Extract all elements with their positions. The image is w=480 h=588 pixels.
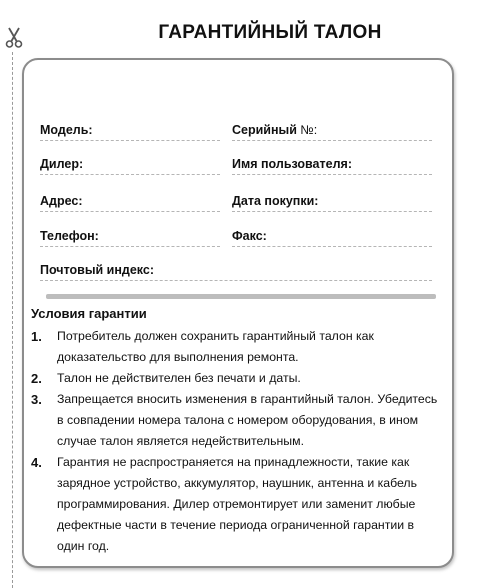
terms-list <box>31 326 443 557</box>
terms-item-text: Гарантия не распространяется на принадлежности, такие как зарядное устройство, аккумулятор, наушник, антенна и кабель программирования. Дилер отремонтирует или заменит любые дефектные части в течение периода ограниченной гарантии в один год. <box>57 455 418 553</box>
phone-label: Телефон: <box>40 229 99 243</box>
purchase-date-label: Дата покупки: <box>232 194 319 208</box>
model-field <box>40 122 220 141</box>
terms-item-text: Талон не действителен без печати и даты. <box>57 371 301 385</box>
address-field <box>40 193 220 212</box>
warranty-card <box>22 58 454 568</box>
scissors-icon <box>4 26 24 50</box>
terms-item <box>31 368 443 389</box>
fax-label: Факс: <box>232 229 267 243</box>
terms-item-text: Запрещается вносить изменения в гарантийный талон. Убедитесь в совпадении номера талона с номером оборудования, в ином случае талон является недействительным. <box>57 392 438 448</box>
model-label: Модель: <box>40 123 93 137</box>
phone-field <box>40 228 220 247</box>
terms-item-number: 4. <box>31 455 42 470</box>
dealer-label: Дилер: <box>40 157 84 171</box>
terms-item-number: 2. <box>31 371 42 386</box>
terms-item-number: 3. <box>31 392 42 407</box>
terms-item <box>31 389 443 452</box>
user-name-label: Имя пользователя: <box>232 157 352 171</box>
postal-code-field <box>40 262 432 281</box>
serial-field <box>232 122 432 141</box>
dealer-field <box>40 156 220 175</box>
serial-number-sign: №: <box>300 123 318 137</box>
serial-label: Серийный <box>232 123 297 137</box>
cut-line <box>12 52 13 588</box>
terms-item <box>31 452 443 557</box>
fax-field <box>232 228 432 247</box>
user-name-field <box>232 156 432 175</box>
terms-item-text: Потребитель должен сохранить гарантийный талон как доказательство для выполнения ремонта. <box>57 329 374 364</box>
section-divider <box>46 294 436 299</box>
postal-code-label: Почтовый индекс: <box>40 263 155 277</box>
terms-item-number: 1. <box>31 329 42 344</box>
page-title: ГАРАНТИЙНЫЙ ТАЛОН <box>158 22 382 43</box>
address-label: Адрес: <box>40 194 83 208</box>
terms-item <box>31 326 443 368</box>
purchase-date-field <box>232 193 432 212</box>
terms-heading: Условия гарантии <box>31 306 147 321</box>
